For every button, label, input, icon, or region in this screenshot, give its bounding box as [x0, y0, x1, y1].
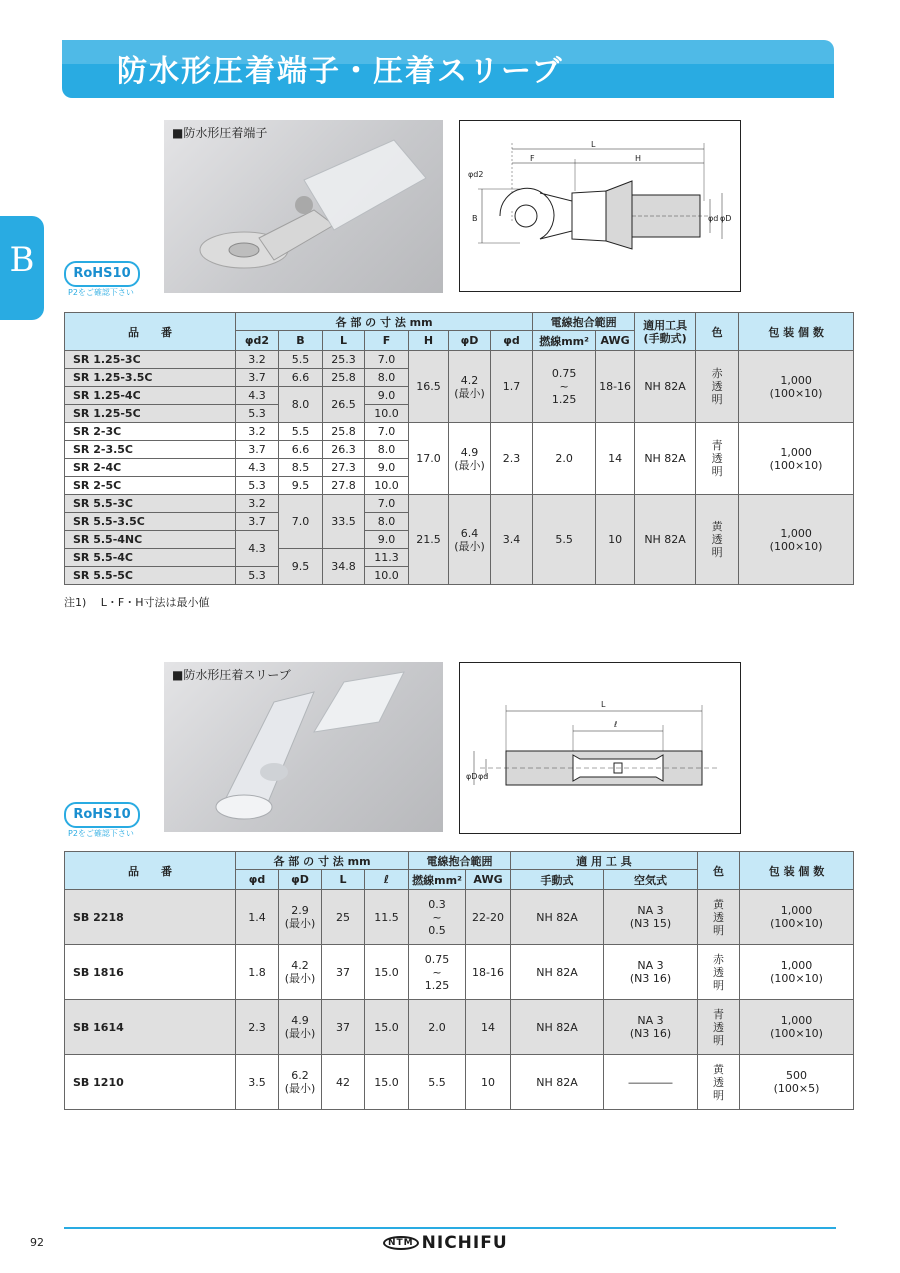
cell-pack — [739, 495, 854, 585]
cell-color — [698, 945, 740, 1000]
part-number: SR 2-4C — [65, 459, 236, 477]
cell-d2: 3.2 — [236, 351, 279, 369]
terminal-rohs-note: P2をご確認下さい — [68, 288, 134, 297]
cell-F: 8.0 — [365, 369, 409, 387]
cell-F: 10.0 — [365, 405, 409, 423]
cell-F: 11.3 — [365, 549, 409, 567]
part-number: SR 5.5-3.5C — [65, 513, 236, 531]
part-number: SB 2218 — [65, 890, 236, 945]
cell-L: 37 — [322, 1000, 365, 1055]
th-L: L — [323, 331, 365, 351]
page-number: 92 — [30, 1236, 44, 1249]
sleeve-dimension-diagram — [460, 663, 740, 833]
cell-D-note: (最小) — [284, 917, 316, 930]
brand-logo — [383, 1233, 508, 1253]
cell-awg: 10 — [596, 495, 635, 585]
th-air: 空気式 — [604, 870, 698, 890]
cell-air-tool-note: (N3 16) — [629, 1027, 672, 1040]
terminal-drawing — [459, 120, 741, 292]
cell-air-tool: ―――― — [604, 1055, 698, 1110]
cell-d2: 3.7 — [236, 513, 279, 531]
part-number: SR 2-5C — [65, 477, 236, 495]
cell-awg: 22-20 — [466, 890, 511, 945]
table-row — [65, 351, 854, 369]
cell-manual-tool: NH 82A — [511, 890, 604, 945]
cell-mm2-tilde: ~ — [432, 965, 442, 979]
terminal-footnote: 注1) L・F・H寸法は最小値 — [64, 596, 210, 609]
cell-mm2: 5.5 — [409, 1055, 466, 1110]
cell-D-value: 4.2 — [460, 373, 479, 387]
cell-l: 11.5 — [365, 890, 409, 945]
cell-D-value: 4.9 — [460, 445, 479, 459]
terminal-label-B: B — [472, 214, 478, 223]
cell-tool: NH 82A — [635, 495, 696, 585]
table-row — [65, 945, 854, 1000]
cell-pack-note: (100×5) — [773, 1082, 820, 1095]
cell-F: 10.0 — [365, 567, 409, 585]
th-tool: 適用工具(手動式) — [635, 313, 696, 351]
cell-L: 37 — [322, 945, 365, 1000]
cell-d2: 5.3 — [236, 477, 279, 495]
th-awg: AWG — [596, 331, 635, 351]
cell-pack — [740, 1055, 854, 1110]
cell-pack-qty: 1,000 — [780, 1014, 813, 1027]
cell-B: 5.5 — [279, 423, 323, 441]
th-dims: 各 部 の 寸 法 mm — [236, 313, 533, 331]
cell-B: 9.5 — [279, 477, 323, 495]
cell-D — [279, 1055, 322, 1110]
cell-pack-qty: 1,000 — [780, 904, 813, 917]
cell-mm2-tilde: ~ — [559, 380, 569, 393]
cell-B: 7.0 — [279, 495, 323, 549]
cell-tool: NH 82A — [635, 423, 696, 495]
cell-L: 27.3 — [323, 459, 365, 477]
cell-B: 5.5 — [279, 351, 323, 369]
cell-D — [449, 351, 491, 423]
cell-d: 3.5 — [236, 1055, 279, 1110]
cell-mm2: 5.5 — [533, 495, 596, 585]
table-row — [65, 495, 854, 513]
th-F: F — [365, 331, 409, 351]
cell-F: 7.0 — [365, 495, 409, 513]
cell-B: 6.6 — [279, 441, 323, 459]
th-manual: 手動式 — [511, 870, 604, 890]
cell-D-value: 2.9 — [291, 904, 309, 917]
cell-mm2-tilde: ~ — [432, 910, 442, 924]
cell-D — [449, 495, 491, 585]
th-awg: AWG — [466, 870, 511, 890]
th-wire: 電線抱合範囲 — [533, 313, 635, 331]
th-d: φd — [491, 331, 533, 351]
th-tool: 適 用 工 具 — [511, 852, 698, 870]
cell-H: 17.0 — [409, 423, 449, 495]
cell-l: 15.0 — [365, 1000, 409, 1055]
cell-d: 2.3 — [491, 423, 533, 495]
terminal-label-D: φD — [720, 214, 732, 223]
cell-B: 8.0 — [279, 387, 323, 423]
sleeve-drawing — [459, 662, 741, 834]
cell-L: 25.3 — [323, 351, 365, 369]
cell-F: 9.0 — [365, 387, 409, 405]
cell-B: 9.5 — [279, 549, 323, 585]
cell-pack-qty: 500 — [786, 1069, 808, 1082]
cell-pack — [739, 351, 854, 423]
cell-manual-tool: NH 82A — [511, 945, 604, 1000]
cell-tool: NH 82A — [635, 351, 696, 423]
cell-D-value: 6.4 — [460, 526, 479, 540]
sleeve-rohs-note: P2をご確認下さい — [68, 829, 134, 838]
table-row — [65, 423, 854, 441]
cell-d2: 5.3 — [236, 405, 279, 423]
cell-mm2-max: 1.25 — [424, 978, 450, 992]
cell-color — [696, 423, 739, 495]
cell-mm2-max: 0.5 — [428, 923, 446, 937]
cell-d2: 5.3 — [236, 567, 279, 585]
cell-L: 42 — [322, 1055, 365, 1110]
cell-pack-qty: 1,000 — [780, 445, 812, 459]
th-pack: 包 装 個 数 — [739, 313, 854, 351]
th-mm2: 撚線mm² — [533, 331, 596, 351]
cell-air-tool-value: NA 3 — [637, 904, 664, 917]
sleeve-label-d: φd — [478, 772, 489, 781]
cell-F: 8.0 — [365, 513, 409, 531]
cell-color — [698, 1055, 740, 1110]
terminal-label-d2: φd2 — [468, 170, 484, 179]
cell-pack-note: (100×10) — [770, 917, 823, 930]
cell-manual-tool: NH 82A — [511, 1055, 604, 1110]
terminal-dimension-diagram — [460, 121, 740, 291]
cell-L: 26.3 — [323, 441, 365, 459]
th-D: φD — [449, 331, 491, 351]
cell-color-text: 赤透明 — [713, 952, 725, 992]
cell-air-tool — [604, 945, 698, 1000]
table-row — [65, 1055, 854, 1110]
cell-pack-qty: 1,000 — [780, 526, 812, 540]
cell-color-text: 青透明 — [711, 439, 723, 478]
sleeve-label-D: φD — [466, 772, 478, 781]
cell-pack-note: (100×10) — [770, 972, 823, 985]
cell-mm2-min: 0.3 — [428, 897, 446, 911]
cell-F: 9.0 — [365, 531, 409, 549]
cell-l: 15.0 — [365, 945, 409, 1000]
cell-air-tool-value: NA 3 — [637, 959, 664, 972]
part-number: SR 1.25-5C — [65, 405, 236, 423]
cell-d2: 4.3 — [236, 387, 279, 405]
terminal-spec-table — [64, 312, 854, 585]
cell-D-note: (最小) — [454, 386, 485, 400]
terminal-rohs-badge: RoHS10 — [64, 261, 140, 287]
cell-L: 34.8 — [323, 549, 365, 585]
cell-awg: 10 — [466, 1055, 511, 1110]
cell-color — [696, 495, 739, 585]
cell-F: 7.0 — [365, 423, 409, 441]
cell-D-note: (最小) — [284, 1082, 316, 1095]
cell-d2: 4.3 — [236, 531, 279, 567]
th-pack: 包 装 個 数 — [740, 852, 854, 890]
cell-mm2-min: 0.75 — [551, 367, 577, 380]
cell-D-note: (最小) — [284, 972, 316, 985]
cell-color-text: 黄透明 — [711, 520, 723, 559]
cell-pack-note: (100×10) — [770, 1027, 823, 1040]
part-number: SR 1.25-4C — [65, 387, 236, 405]
part-number: SR 2-3C — [65, 423, 236, 441]
cell-awg: 18-16 — [466, 945, 511, 1000]
cell-D-note: (最小) — [454, 539, 485, 553]
cell-mm2-max: 1.25 — [551, 393, 577, 406]
cell-pack — [740, 1000, 854, 1055]
th-dims: 各 部 の 寸 法 mm — [236, 852, 409, 870]
cell-L: 27.8 — [323, 477, 365, 495]
cell-pack — [739, 423, 854, 495]
cell-pack-note: (100×10) — [769, 386, 823, 400]
part-number: SB 1210 — [65, 1055, 236, 1110]
cell-air-tool-note: (N3 16) — [629, 972, 672, 985]
part-number: SR 1.25-3C — [65, 351, 236, 369]
th-l: ℓ — [365, 870, 409, 890]
table-row — [65, 1000, 854, 1055]
sleeve-photo-image — [164, 662, 443, 832]
cell-awg: 18-16 — [596, 351, 635, 423]
th-hinban: 品 番 — [65, 313, 236, 351]
cell-B: 8.5 — [279, 459, 323, 477]
part-number: SB 1614 — [65, 1000, 236, 1055]
cell-D-value: 4.2 — [291, 959, 309, 972]
cell-pack-qty: 1,000 — [780, 959, 813, 972]
cell-F: 10.0 — [365, 477, 409, 495]
sleeve-photo-label: ■防水形圧着スリーブ — [172, 668, 291, 682]
cell-d: 1.7 — [491, 351, 533, 423]
cell-mm2: 2.0 — [409, 1000, 466, 1055]
terminal-photo-image — [164, 120, 443, 293]
terminal-label-H: H — [635, 154, 642, 163]
cell-awg: 14 — [466, 1000, 511, 1055]
cell-air-tool — [604, 1000, 698, 1055]
cell-color-text: 黄透明 — [713, 1062, 725, 1102]
cell-d: 1.8 — [236, 945, 279, 1000]
section-tab-letter: B — [9, 240, 35, 280]
sleeve-rohs-badge: RoHS10 — [64, 802, 140, 828]
th-d2: φd2 — [236, 331, 279, 351]
cell-color — [698, 890, 740, 945]
cell-D-value: 4.9 — [291, 1014, 309, 1027]
cell-d: 3.4 — [491, 495, 533, 585]
cell-d2: 3.7 — [236, 441, 279, 459]
th-hinban: 品 番 — [65, 852, 236, 890]
cell-F: 8.0 — [365, 441, 409, 459]
sleeve-label-l: ℓ — [614, 720, 618, 729]
cell-color-text: 赤透明 — [711, 367, 723, 406]
th-color: 色 — [698, 852, 740, 890]
cell-L: 25.8 — [323, 369, 365, 387]
part-number: SB 1816 — [65, 945, 236, 1000]
sleeve-label-L: L — [601, 700, 606, 709]
cell-pack-qty: 1,000 — [780, 373, 812, 387]
terminal-label-d: φd — [708, 214, 719, 223]
th-H: H — [409, 331, 449, 351]
sleeve-spec-table — [64, 851, 854, 1110]
part-number: SR 5.5-3C — [65, 495, 236, 513]
cell-pack — [740, 890, 854, 945]
terminal-label-F: F — [530, 154, 535, 163]
part-number: SR 1.25-3.5C — [65, 369, 236, 387]
cell-L: 33.5 — [323, 495, 365, 549]
cell-color-text: 黄透明 — [713, 897, 725, 937]
cell-d2: 3.2 — [236, 495, 279, 513]
th-wire: 電線抱合範囲 — [409, 852, 511, 870]
page-title: 防水形圧着端子・圧着スリーブ — [117, 54, 564, 89]
cell-d: 1.4 — [236, 890, 279, 945]
cell-F: 7.0 — [365, 351, 409, 369]
cell-d2: 4.3 — [236, 459, 279, 477]
cell-pack-note: (100×10) — [769, 539, 823, 553]
logo-text: NICHIFU — [421, 1233, 508, 1253]
th-B: B — [279, 331, 323, 351]
cell-color-text: 青透明 — [713, 1007, 725, 1047]
cell-d2: 3.2 — [236, 423, 279, 441]
cell-pack-note: (100×10) — [769, 458, 823, 472]
cell-color — [698, 1000, 740, 1055]
cell-D — [279, 1000, 322, 1055]
part-number: SR 5.5-4NC — [65, 531, 236, 549]
th-mm2: 撚線mm² — [409, 870, 466, 890]
cell-L: 26.5 — [323, 387, 365, 423]
cell-D-value: 6.2 — [291, 1069, 309, 1082]
cell-D — [449, 423, 491, 495]
terminal-photo-label: ■防水形圧着端子 — [172, 126, 268, 140]
cell-mm2 — [409, 945, 466, 1000]
cell-H: 21.5 — [409, 495, 449, 585]
th-color: 色 — [696, 313, 739, 351]
cell-D — [279, 890, 322, 945]
cell-air-tool-note: (N3 15) — [629, 917, 672, 930]
terminal-photo — [164, 120, 443, 293]
cell-mm2 — [409, 890, 466, 945]
cell-F: 9.0 — [365, 459, 409, 477]
cell-l: 15.0 — [365, 1055, 409, 1110]
cell-D-note: (最小) — [454, 458, 485, 472]
part-number: SR 2-3.5C — [65, 441, 236, 459]
th-D: φD — [279, 870, 322, 890]
part-number: SR 5.5-5C — [65, 567, 236, 585]
logo-mark: NTM — [383, 1236, 419, 1250]
th-L: L — [322, 870, 365, 890]
cell-d2: 3.7 — [236, 369, 279, 387]
cell-B: 6.6 — [279, 369, 323, 387]
cell-L: 25.8 — [323, 423, 365, 441]
cell-d: 2.3 — [236, 1000, 279, 1055]
cell-pack — [740, 945, 854, 1000]
th-d: φd — [236, 870, 279, 890]
cell-manual-tool: NH 82A — [511, 1000, 604, 1055]
cell-mm2-min: 0.75 — [424, 952, 450, 966]
table-row — [65, 890, 854, 945]
sleeve-photo — [164, 662, 443, 832]
cell-color — [696, 351, 739, 423]
terminal-label-L: L — [591, 140, 596, 149]
cell-D — [279, 945, 322, 1000]
cell-L: 25 — [322, 890, 365, 945]
cell-air-tool — [604, 890, 698, 945]
cell-mm2: 2.0 — [533, 423, 596, 495]
cell-H: 16.5 — [409, 351, 449, 423]
cell-D-note: (最小) — [284, 1027, 316, 1040]
footer-divider — [64, 1227, 836, 1229]
part-number: SR 5.5-4C — [65, 549, 236, 567]
cell-awg: 14 — [596, 423, 635, 495]
cell-air-tool-value: NA 3 — [637, 1014, 664, 1027]
cell-mm2 — [533, 351, 596, 423]
